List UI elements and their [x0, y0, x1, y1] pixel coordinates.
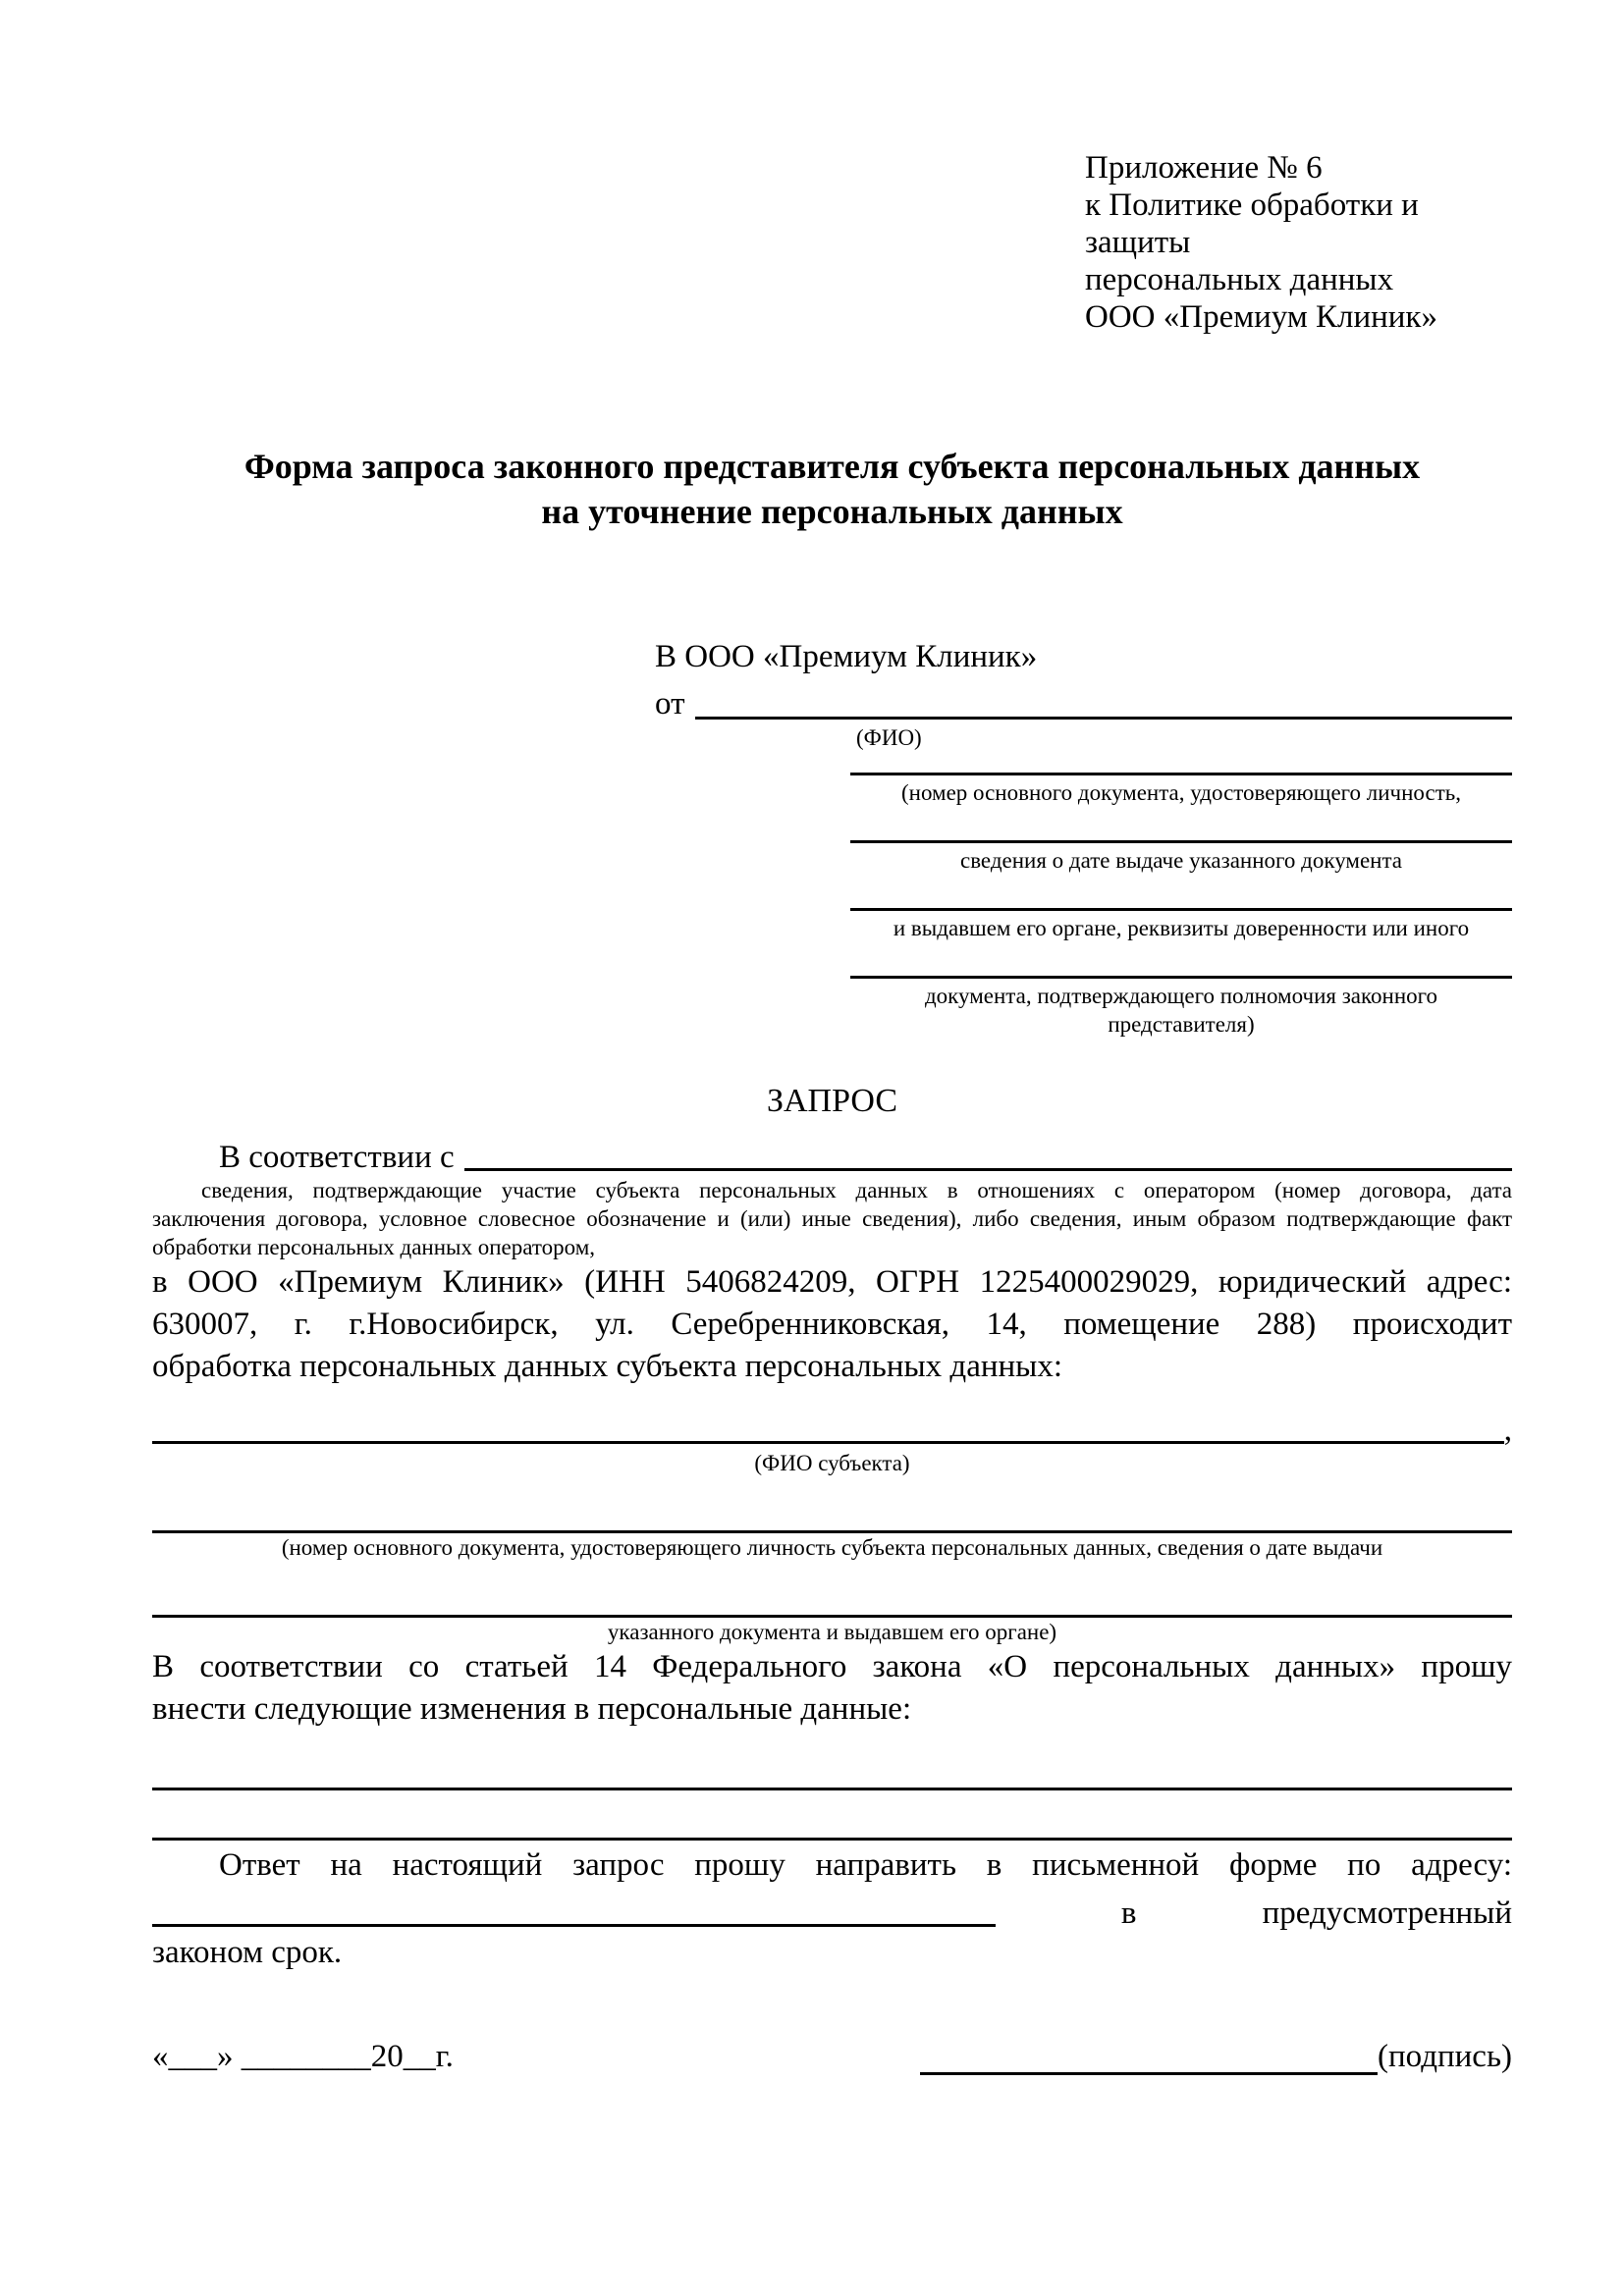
- operator-paragraph-line: обработка персональных данных субъекта персональных данных:: [152, 1349, 1062, 1384]
- law-paragraph-line: В соответствии со статьей 14 Федерального закона «О персональных данных» прошу: [152, 1649, 1512, 1684]
- reply-middle-row: [152, 1887, 1512, 1932]
- reply-paragraph-line: Ответ на настоящий запрос прошу направить в письменной форме по адресу:: [219, 1847, 1512, 1883]
- basis-row: [152, 1131, 1512, 1176]
- subject-fio-caption: (ФИО субъекта): [754, 1451, 910, 1475]
- field-caption: сведения о дате выдаче указанного документа: [959, 848, 1403, 873]
- basis-blank-line: [464, 1131, 1512, 1171]
- representative-doc-field: [850, 773, 1512, 807]
- reply-paragraph-line: законом срок.: [152, 1935, 343, 1970]
- law-paragraph-line: внести следующие изменения в персональные данные:: [152, 1691, 912, 1727]
- representative-doc-field: [850, 840, 1512, 875]
- operator-paragraph-line: в ООО «Премиум Клиник» (ИНН 5406824209, ОГРН 1225400029029, юридический адрес:: [152, 1264, 1512, 1300]
- request-heading: ЗАПРОС: [766, 1083, 898, 1119]
- operator-paragraph-line: 630007, г. г.Новосибирск, ул. Серебренниковская, 14, помещение 288) происходит: [152, 1307, 1512, 1342]
- subject-fio-row: [152, 1406, 1512, 1449]
- field-caption: (номер основного документа, удостоверяющего личность,: [900, 780, 1461, 805]
- basis-caption-line: обработки персональных данных оператором,: [152, 1235, 595, 1259]
- reply-word: в: [1120, 1896, 1137, 1931]
- subject-doc-blank-line: [152, 1491, 1512, 1533]
- signature-caption: (подпись): [1378, 2039, 1512, 2074]
- reply-word: предусмотренный: [1262, 1896, 1512, 1931]
- signature-blank-line: [920, 2035, 1378, 2075]
- field-caption: и выдавшем его органе, реквизиты доверенности или иного: [893, 916, 1470, 940]
- annex-line: к Политике обработки и защиты: [1085, 187, 1419, 260]
- basis-caption-line: заключения договора, условное словесное обозначение и (или) иные сведения), либо сведения, иным образом подтверждающие факт: [152, 1206, 1512, 1231]
- annex-line: ООО «Премиум Клиник»: [1085, 299, 1437, 335]
- annex-line: персональных данных: [1085, 262, 1394, 297]
- form-title-line: Форма запроса законного представителя субъекта персональных данных: [244, 447, 1421, 486]
- representative-doc-field: [850, 976, 1512, 1039]
- form-title: [152, 444, 1512, 534]
- law-paragraph: [152, 1646, 1512, 1731]
- subject-fio-blank-line: [152, 1406, 1504, 1444]
- representative-doc-field: [850, 908, 1512, 942]
- field-caption: документа, подтверждающего полномочия законного представителя): [924, 984, 1437, 1037]
- basis-label: В соответствии с: [219, 1140, 455, 1175]
- annex-header: [1085, 149, 1512, 336]
- date-blank: «___» ________20__г.: [152, 2039, 454, 2074]
- signature-group: [920, 2035, 1512, 2075]
- basis-caption-line: сведения, подтверждающие участие субъекта персональных данных в отношениях с оператором (номер договора, дата: [201, 1178, 1512, 1202]
- changes-blank-line: [152, 1790, 1512, 1841]
- subject-doc-blank-line: [152, 1575, 1512, 1618]
- annex-line: Приложение № 6: [1085, 150, 1323, 186]
- address-blank-line: [152, 1924, 996, 1927]
- from-row: [655, 681, 1512, 724]
- changes-blank-line: [152, 1731, 1512, 1790]
- subject-doc-caption: (номер основного документа, удостоверяющего личность субъекта персональных данных, сведения о дате выдачи: [281, 1535, 1383, 1560]
- addressee-org: В ООО «Премиум Клиник»: [655, 639, 1038, 674]
- from-label: от: [655, 686, 685, 721]
- from-blank-line: [695, 681, 1513, 720]
- operator-paragraph: [152, 1261, 1512, 1388]
- signing-row: [152, 2035, 1512, 2075]
- basis-caption-paragraph: [152, 1176, 1512, 1261]
- subject-doc-caption: указанного документа и выдавшем его органе): [607, 1620, 1057, 1644]
- form-title-line: на уточнение персональных данных: [541, 492, 1123, 531]
- reply-paragraph: [152, 1844, 1512, 1974]
- trailing-comma: ,: [1503, 1413, 1512, 1448]
- addressee-block: [655, 636, 1512, 1039]
- fio-caption: (ФИО): [856, 725, 922, 750]
